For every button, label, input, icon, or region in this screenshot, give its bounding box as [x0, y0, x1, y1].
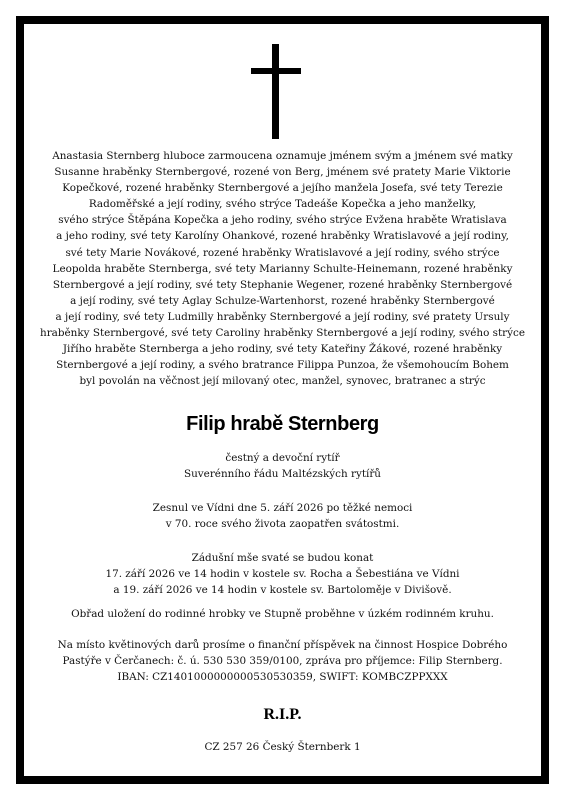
death-notice — [0, 500, 565, 532]
announcement-line: Sternbergové a její rodiny, a svého bratrance Filippa Punzoa, že všemohoucím Bohem — [56, 359, 509, 372]
announcement-line: Sternbergové a její rodiny, své tety Stephanie Wegener, rozené hraběnky Sternbergové — [52, 278, 513, 291]
announcement-line: Leopolda hraběte Sternberga, své tety Marianny Schulte-Heinemann, rozené hraběnky — [52, 262, 513, 275]
announcement-line: Anastasia Sternberg hluboce zarmoucena oznamuje jménem svým a jménem své matky — [52, 150, 513, 162]
announcement-line: Radoměřské a její rodiny, svého strýce Tadeáše Kopečka a jeho manželky, — [88, 198, 477, 211]
death-line-1: Zesnul ve Vídni dne 5. září 2026 po těžké nemoci — [152, 502, 413, 514]
mass-line-3: a 19. září 2026 ve 14 hodin v kostele sv. Bartoloměje v Divišově. — [113, 584, 452, 596]
deceased-name: Filip hrabě Sternberg — [186, 413, 379, 435]
donation-line-2: Pastýře v Čerčanech: č. ú. 530 530 359/0100, zpráva pro příjemce: Filip Sternberg. — [62, 655, 503, 667]
burial-line: Obřad uložení do rodinné hrobky ve Stupně proběhne v úzkém rodinném kruhu. — [71, 608, 494, 620]
title-line-1: čestný a devoční rytíř — [225, 452, 340, 464]
cross-icon — [251, 44, 301, 139]
announcement-line: Kopečkové, rozené hraběnky Sternbergové a jejího manžela Josefa, své tety Terezie — [62, 182, 503, 195]
announcement-line: a její rodiny, své tety Ludmilly hraběnky Sternbergové a její rodiny, své pratety Ursuly — [55, 310, 510, 323]
announcement-line: Jiřího hraběte Sternberga a jeho rodiny, své tety Kateřiny Žákové, rozené hraběnky — [62, 343, 503, 356]
announcement-line: a její rodiny, své tety Aglay Schulze-Wartenhorst, rozené hraběnky Sternbergové — [70, 294, 495, 307]
address — [0, 739, 565, 755]
donation-info — [0, 637, 565, 685]
honorary-title — [0, 450, 565, 482]
announcement-line: byl povolán na věčnost její milovaný otec, manžel, synovec, bratranec a strýc — [79, 375, 486, 388]
announcement-line: svého strýce Štěpána Kopečka a jeho rodiny, svého strýce Evžena hraběte Wratislava — [58, 214, 507, 227]
announcement-line: a jeho rodiny, své tety Karolíny Ohankové, rozené hraběnky Wratislavové a její rodiny, — [56, 230, 509, 243]
rip-text: R.I.P. — [263, 706, 302, 723]
mass-line-1: Zádušní mše svaté se budou konat — [191, 552, 374, 564]
announcement-line: Susanne hraběnky Sternbergové, rozené von Berg, jménem své pratety Marie Viktorie — [54, 166, 511, 179]
donation-line-3: IBAN: CZ1401000000000530530359, SWIFT: KOMBCZPPXXX — [117, 671, 448, 683]
address-line: CZ 257 26 Český Šternberk 1 — [204, 741, 361, 753]
announcement-line: své tety Marie Novákové, rozené hraběnky Wratislavové a její rodiny, svého strýce — [65, 246, 500, 259]
donation-line-1: Na místo květinových darů prosíme o finanční příspěvek na činnost Hospice Dobrého — [57, 639, 508, 651]
mass-info — [0, 550, 565, 598]
announcement-text — [30, 148, 535, 389]
announcement-line: hraběnky Sternbergové, své tety Caroliny hraběnky Sternbergové a její rodiny, svého strýce — [40, 327, 525, 340]
mass-line-2: 17. září 2026 ve 14 hodin v kostele sv. Rocha a Šebestiána ve Vídni — [105, 568, 460, 580]
title-line-2: Suverénního řádu Maltézských rytířů — [184, 468, 381, 480]
burial-info — [0, 606, 565, 622]
death-line-2: v 70. roce svého života zaopatřen svátostmi. — [165, 518, 400, 530]
